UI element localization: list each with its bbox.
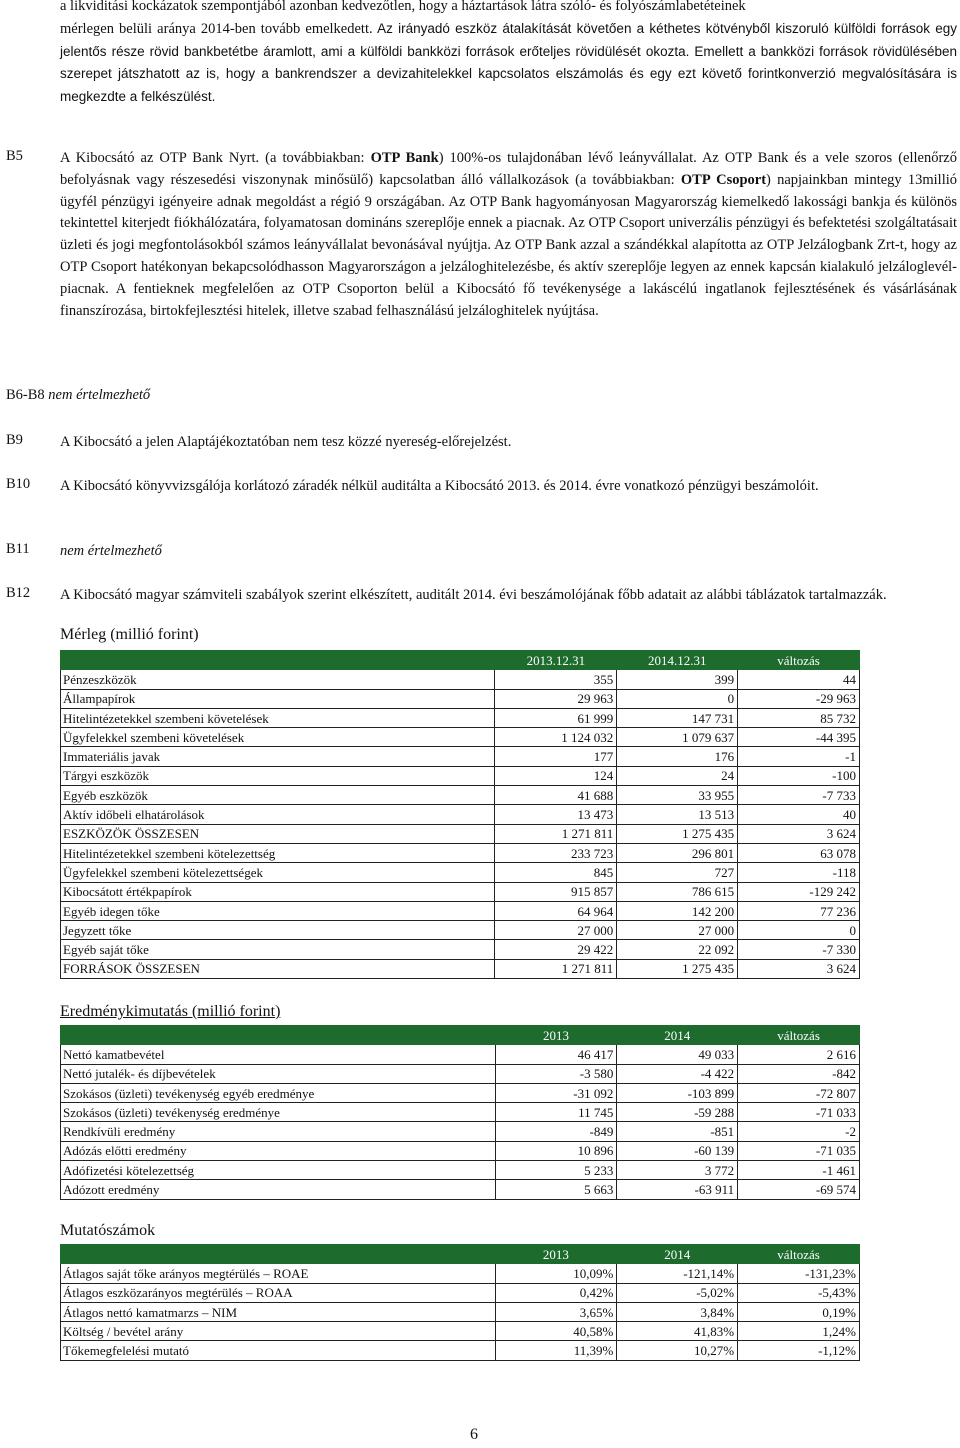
- table-row: [61, 670, 860, 689]
- row-label: Aktív időbeli elhatárolások: [61, 805, 495, 824]
- table-cell: 0,19%: [738, 1302, 860, 1321]
- table-cell: -131,23%: [738, 1264, 860, 1283]
- row-label: Átlagos eszközarányos megtérülés – ROAA: [61, 1283, 496, 1302]
- row-label: FORRÁSOK ÖSSZESEN: [61, 959, 495, 978]
- table-cell: 22 092: [617, 940, 738, 959]
- table-cell: 29 963: [495, 689, 617, 708]
- b5-paragraph: [60, 148, 957, 322]
- row-label: Költség / bevétel arány: [61, 1322, 496, 1341]
- table-cell: 5 663: [495, 1180, 617, 1199]
- column-header: [61, 651, 495, 670]
- table-cell: 1 271 811: [495, 959, 617, 978]
- table-cell: 3 772: [617, 1161, 738, 1180]
- table-cell: 1 275 435: [617, 824, 738, 843]
- table-row: [61, 747, 860, 766]
- table-cell: -59 288: [617, 1103, 738, 1122]
- table-cell: 27 000: [495, 921, 617, 940]
- table-cell: -121,14%: [617, 1264, 738, 1283]
- table-cell: 41 688: [495, 786, 617, 805]
- row-label: Szokásos (üzleti) tevékenység eredménye: [61, 1103, 496, 1122]
- row-label: Kibocsátott értékpapírok: [61, 882, 495, 901]
- column-header: 2014.12.31: [617, 651, 738, 670]
- table-header-row: [61, 1026, 860, 1045]
- row-label: Immateriális javak: [61, 747, 495, 766]
- b5-text-3: ) napjainkban mintegy 13millió ügyfél pénzügyi igényeire adnak megoldást a régió 9 országában. Az OTP Bank hagyományosan Magyarország kiemelkedő lakossági bankja és különös tekintettel kiterjedt fiókhálózatára, folyamatosan domináns szereplője ennek a piacnak. Az OTP Csoport univerzális pénzügyi és befektetési szolgáltatásait üzleti és jogi megfontolásokból számos leányvállalat bevonásával nyújtja. Az OTP Bank azzal a szándékkal alapította az OTP Jelzálogbank Zrt-t, hogy az OTP Csoport hatékonyan bekapcsolódhasson Magyarországon a jelzáloghitelezésbe, és aktív szereplője legyen az ennek kapcsán kialakuló jelzáloglevél-piacnak. A fentieknek megfelelően az OTP Csoporton belül a Kibocsátó fő tevékenysége a lakáscélú ingatlanok fejlesztésének és vásárlásának finanszírozása, birtokfejlesztési hitelek, illetve szabad felhasználású jelzáloghitelek nyújtása.: [60, 171, 958, 319]
- column-header: 2014: [617, 1026, 738, 1045]
- row-label: Jegyzett tőke: [61, 921, 495, 940]
- table-cell: -60 139: [617, 1141, 738, 1160]
- table-row: [61, 882, 860, 901]
- table-row: [61, 1161, 860, 1180]
- column-header: [61, 1026, 496, 1045]
- row-label: ESZKÖZÖK ÖSSZESEN: [61, 824, 495, 843]
- table-row: [61, 708, 860, 727]
- table-cell: 1 275 435: [617, 959, 738, 978]
- table-cell: 41,83%: [617, 1322, 738, 1341]
- table-row: [61, 824, 860, 843]
- table-cell: 1,24%: [738, 1322, 860, 1341]
- table-header-row: [61, 651, 860, 670]
- table-cell: 77 236: [738, 901, 860, 920]
- table-cell: 85 732: [738, 708, 860, 727]
- section-b6-b8: [6, 387, 150, 404]
- row-label: Adózott eredmény: [61, 1180, 496, 1199]
- table-row: [61, 805, 860, 824]
- table-row: [61, 863, 860, 882]
- row-label: Pénzeszközök: [61, 670, 495, 689]
- table-cell: -5,43%: [738, 1283, 860, 1302]
- balance-table: [60, 650, 860, 979]
- table-cell: 24: [617, 766, 738, 785]
- column-header: [61, 1245, 496, 1264]
- table-cell: 915 857: [495, 882, 617, 901]
- section-code-b11: B11: [6, 541, 30, 557]
- column-header: 2013: [495, 1026, 617, 1045]
- row-label: Egyéb eszközök: [61, 786, 495, 805]
- row-label: Ügyfelekkel szembeni követelések: [61, 728, 495, 747]
- table-cell: -2: [738, 1122, 860, 1141]
- row-label: Szokásos (üzleti) tevékenység egyéb eredménye: [61, 1083, 496, 1102]
- section-code-b10: B10: [6, 476, 31, 492]
- table-cell: -71 035: [738, 1141, 860, 1160]
- table-cell: 63 078: [738, 843, 860, 862]
- table-cell: -69 574: [738, 1180, 860, 1199]
- table-row: [61, 1083, 860, 1102]
- row-label: Tárgyi eszközök: [61, 766, 495, 785]
- table-cell: 296 801: [617, 843, 738, 862]
- table-row: [61, 1322, 860, 1341]
- table-cell: 147 731: [617, 708, 738, 727]
- table-cell: 1 079 637: [617, 728, 738, 747]
- table-row: [61, 1341, 860, 1360]
- table-cell: 10,27%: [617, 1341, 738, 1360]
- table-row: [61, 1064, 860, 1083]
- table-cell: 10,09%: [495, 1264, 617, 1283]
- table-cell: 0,42%: [495, 1283, 617, 1302]
- b11-text: nem értelmezhető: [60, 543, 162, 559]
- table-cell: 61 999: [495, 708, 617, 727]
- table-cell: 399: [617, 670, 738, 689]
- table-cell: 3 624: [738, 959, 860, 978]
- table-row: [61, 1141, 860, 1160]
- ratios-table: [60, 1244, 860, 1361]
- table-cell: -103 899: [617, 1083, 738, 1102]
- row-label: Nettó kamatbevétel: [61, 1045, 496, 1064]
- table-row: [61, 1283, 860, 1302]
- table-row: [61, 940, 860, 959]
- table-cell: 27 000: [617, 921, 738, 940]
- b6-b8-text: nem értelmezhető: [48, 387, 151, 403]
- table-row: [61, 921, 860, 940]
- column-header: változás: [738, 651, 860, 670]
- table-cell: 786 615: [617, 882, 738, 901]
- ratios-title: Mutatószámok: [60, 1222, 156, 1239]
- table-cell: -31 092: [495, 1083, 617, 1102]
- table-row: [61, 728, 860, 747]
- table-cell: 233 723: [495, 843, 617, 862]
- row-label: Hitelintézetekkel szembeni kötelezettség: [61, 843, 495, 862]
- row-label: Adófizetési kötelezettség: [61, 1161, 496, 1180]
- row-label: Hitelintézetekkel szembeni követelések: [61, 708, 495, 727]
- page-number: 6: [470, 1426, 478, 1443]
- column-header: 2014: [617, 1245, 738, 1264]
- section-code-b9: B9: [6, 432, 23, 448]
- table-cell: 1 271 811: [495, 824, 617, 843]
- table-cell: 13 473: [495, 805, 617, 824]
- table-cell: 2 616: [738, 1045, 860, 1064]
- income-title: Eredménykimutatás (millió forint): [60, 1003, 281, 1020]
- table-row: [61, 959, 860, 978]
- section-code-b6-b8: B6-B8: [6, 387, 45, 403]
- b9-text: A Kibocsátó a jelen Alaptájékoztatóban nem tesz közzé nyereség-előrejelzést.: [60, 434, 512, 450]
- table-row: [61, 1103, 860, 1122]
- table-row: [61, 1302, 860, 1321]
- row-label: Állampapírok: [61, 689, 495, 708]
- table-cell: 845: [495, 863, 617, 882]
- b5-bold-otp-csoport: OTP Csoport: [680, 171, 767, 188]
- intro-line-1: a likviditási kockázatok szempontjából azonban kedvezőtlen, hogy a háztartások látra szóló- és folyószámlabetéteinek: [60, 0, 746, 14]
- b12-text: A Kibocsátó magyar számviteli szabályok szerint elkészített, auditált 2014. évi beszámolójának főbb adatait az alábbi táblázatok tartalmazzák.: [60, 587, 887, 603]
- table-cell: 11 745: [495, 1103, 617, 1122]
- column-header: 2013: [495, 1245, 617, 1264]
- table-cell: -100: [738, 766, 860, 785]
- table-cell: -851: [617, 1122, 738, 1141]
- table-cell: -72 807: [738, 1083, 860, 1102]
- row-label: Egyéb saját tőke: [61, 940, 495, 959]
- section-code-b5: B5: [6, 148, 23, 164]
- table-row: [61, 1045, 860, 1064]
- table-cell: -7 330: [738, 940, 860, 959]
- row-label: Nettó jutalék- és díjbevételek: [61, 1064, 496, 1083]
- column-header: 2013.12.31: [495, 651, 617, 670]
- table-cell: 3,84%: [617, 1302, 738, 1321]
- table-cell: 44: [738, 670, 860, 689]
- row-label: Ügyfelekkel szembeni kötelezettségek: [61, 863, 495, 882]
- table-cell: 33 955: [617, 786, 738, 805]
- table-cell: -4 422: [617, 1064, 738, 1083]
- table-row: [61, 1122, 860, 1141]
- table-cell: -3 580: [495, 1064, 617, 1083]
- table-cell: 1 124 032: [495, 728, 617, 747]
- intro-line-2: mérlegen belüli aránya 2014-ben tovább emelkedett.: [60, 20, 373, 37]
- table-row: [61, 901, 860, 920]
- table-cell: 49 033: [617, 1045, 738, 1064]
- table-cell: -129 242: [738, 882, 860, 901]
- intro-paragraph: [60, 0, 957, 109]
- table-cell: 142 200: [617, 901, 738, 920]
- table-row: [61, 689, 860, 708]
- table-cell: -7 733: [738, 786, 860, 805]
- table-cell: 29 422: [495, 940, 617, 959]
- table-cell: 355: [495, 670, 617, 689]
- table-cell: -1: [738, 747, 860, 766]
- table-cell: 40: [738, 805, 860, 824]
- table-cell: 13 513: [617, 805, 738, 824]
- table-cell: 124: [495, 766, 617, 785]
- row-label: Tőkemegfelelési mutató: [61, 1341, 496, 1360]
- table-cell: 11,39%: [495, 1341, 617, 1360]
- b5-text-1: A Kibocsátó az OTP Bank Nyrt. (a továbbiakban:: [60, 150, 371, 166]
- column-header: változás: [738, 1245, 860, 1264]
- table-header-row: [61, 1245, 860, 1264]
- b5-bold-otp-bank: OTP Bank: [370, 150, 439, 166]
- table-cell: 64 964: [495, 901, 617, 920]
- table-cell: 40,58%: [495, 1322, 617, 1341]
- table-row: [61, 766, 860, 785]
- table-cell: -63 911: [617, 1180, 738, 1199]
- income-table: [60, 1025, 860, 1200]
- row-label: Átlagos nettó kamatmarzs – NIM: [61, 1302, 496, 1321]
- table-cell: -44 395: [738, 728, 860, 747]
- table-cell: -849: [495, 1122, 617, 1141]
- table-cell: 3 624: [738, 824, 860, 843]
- table-cell: -118: [738, 863, 860, 882]
- table-cell: 727: [617, 863, 738, 882]
- b10-text: A Kibocsátó könyvvizsgálója korlátozó záradék nélkül auditálta a Kibocsátó 2013. és 2014. évre vonatkozó pénzügyi beszámolóit.: [60, 478, 819, 494]
- table-cell: -842: [738, 1064, 860, 1083]
- table-row: [61, 843, 860, 862]
- table-row: [61, 786, 860, 805]
- table-row: [61, 1264, 860, 1283]
- table-cell: 0: [617, 689, 738, 708]
- table-row: [61, 1180, 860, 1199]
- table-cell: -29 963: [738, 689, 860, 708]
- table-cell: -71 033: [738, 1103, 860, 1122]
- row-label: Átlagos saját tőke arányos megtérülés – ROAE: [61, 1264, 496, 1283]
- section-code-b12: B12: [6, 585, 31, 601]
- column-header: változás: [738, 1026, 860, 1045]
- b5-text-2: ) 100%-os tulajdonában lévő leányvállalat. Az OTP Bank és a vele szoros (ellenőrző befolyásnak vagy részesedési viszonynak minősülő) kapcsolatban álló vállalkozások (a továbbiakban:: [60, 150, 957, 188]
- table-cell: 176: [617, 747, 738, 766]
- table-cell: 5 233: [495, 1161, 617, 1180]
- table-cell: 46 417: [495, 1045, 617, 1064]
- row-label: Rendkívüli eredmény: [61, 1122, 496, 1141]
- row-label: Adózás előtti eredmény: [61, 1141, 496, 1160]
- balance-title: Mérleg (millió forint): [60, 626, 199, 643]
- row-label: Egyéb idegen tőke: [61, 901, 495, 920]
- table-cell: 3,65%: [495, 1302, 617, 1321]
- table-cell: -5,02%: [617, 1283, 738, 1302]
- table-cell: 10 896: [495, 1141, 617, 1160]
- table-cell: -1 461: [738, 1161, 860, 1180]
- intro-rest: Az irányadó eszköz átalakítását követően a kéthetes kötvényből kiszoruló külföldi források egy jelentős része rövid bankbetétbe áramlott, ami a külföldi bankközi források erőteljes rövidülését okozta. Emellett a bankközi források rövidülésében szerepet játszhatott az is, hogy a bankrendszer a devizahitelekkel kapcsolatos elszámolás és egy ezt követő forintkonverzió megvalósítására is megkezdte a felkészülést.: [60, 20, 958, 105]
- table-cell: 177: [495, 747, 617, 766]
- table-cell: 0: [738, 921, 860, 940]
- table-cell: -1,12%: [738, 1341, 860, 1360]
